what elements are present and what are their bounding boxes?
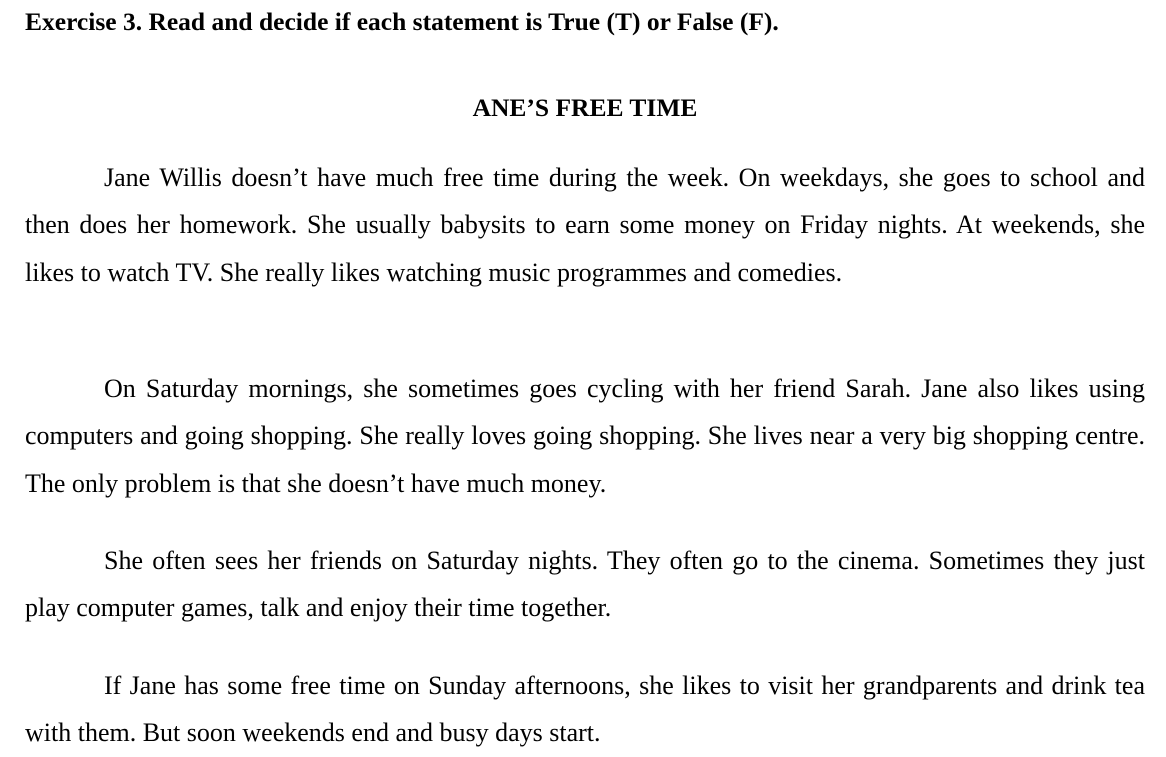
story-title: ANE’S FREE TIME — [472, 93, 698, 122]
story-paragraph-3: She often sees her friends on Saturday nights. They often go to the cinema. Sometimes they just play computer games, talk and enjoy their time together. — [25, 546, 1145, 623]
exercise-heading: Exercise 3. Read and decide if each statement is True (T) or False (F). — [25, 7, 779, 36]
story-paragraph-1: Jane Willis doesn’t have much free time during the week. On weekdays, she goes to school and then does her homework. She usually babysits to earn some money on Friday nights. At weekends, she likes to watch TV. She really likes watching music programmes and comedies. — [25, 163, 1145, 287]
story-paragraph-2: On Saturday mornings, she sometimes goes cycling with her friend Sarah. Jane also likes using computers and going shopping. She really loves going shopping. She lives near a very big shopping centre. The only problem is that she doesn’t have much money. — [25, 374, 1145, 498]
story-paragraph-4: If Jane has some free time on Sunday afternoons, she likes to visit her grandparents and drink tea with them. But soon weekends end and busy days start. — [25, 671, 1145, 748]
